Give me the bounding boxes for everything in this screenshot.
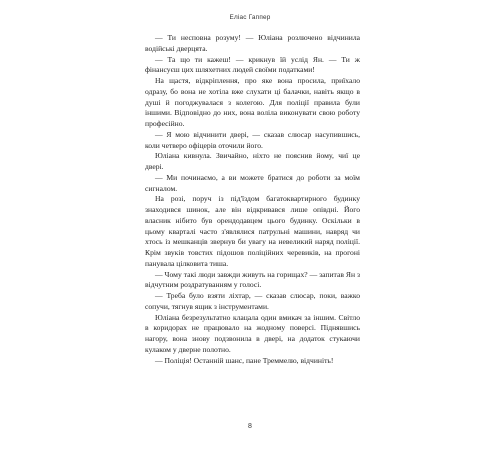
running-head: Еліас Гаппер (229, 14, 271, 21)
paragraph: — Ти несповна розуму! — Юліана розлючено відчинила водійські дверцята. (145, 33, 360, 53)
paragraph: На розі, поруч із під'їздом багатоквартирного будинку знаходився шинок, але він відкривався лише опівдні. Його власник нібито був орендодавцем цього будинку. Оскільки в цьому кварталі часто з'являлися патрульні машини, навряд чи хтось із мешканців звернув би увагу на невеликий наряд поліції. Крім звуків товстих підошов поліційних черевиків, на прогоні панувала цілковита тиша. (145, 194, 360, 268)
paragraph: — Та що ти кажеш! — крикнув їй услід Ян. — Ти ж фінансуєш цих шляхетних людей своїми податками! (145, 54, 360, 75)
page-number: 8 (248, 423, 252, 430)
paragraph: Юліана безрезультатно клацала один вмикач за іншим. Світло в коридорах не працювало на жодному поверсі. Піднявшись нагору, вона знову подзвонила в двері, на додаток стукаючи кулаком у дверне полотно. (145, 312, 360, 354)
paragraph: Юліана кивнула. Звичайно, ніхто не пояснив йому, чиї це двері. (145, 151, 360, 171)
paragraph: На щастя, відкріплення, про яке вона просила, приїхало одразу, бо вона не хотіла вже слухати ці балачки, навіть якщо в душі й погоджувалася з колегою. Для поліції правила були іншими. Відповідно до них, вона воліла виконувати свою роботу професійно. (145, 76, 360, 128)
body-text (145, 33, 360, 366)
paragraph: — Ми починаємо, а ви можете братися до роботи за моїм сигналом. (145, 172, 360, 193)
paragraph: — Чому такі люди завжди живуть на горищах? — запитав Ян з відчутним роздратуванням у голосі. (145, 269, 360, 290)
paragraph: — Треба було взяти ліхтар, — сказав слюсар, поки, важко сопучи, тягнув ящик з інструментами. (145, 291, 360, 311)
paragraph: — Поліція! Останній шанс, пане Треммелю, відчиніть! (155, 355, 334, 365)
paragraph: — Я мою відчинити двері, — сказав слюсар насупившись, коли четверо офіцерів оточили його. (145, 129, 360, 150)
